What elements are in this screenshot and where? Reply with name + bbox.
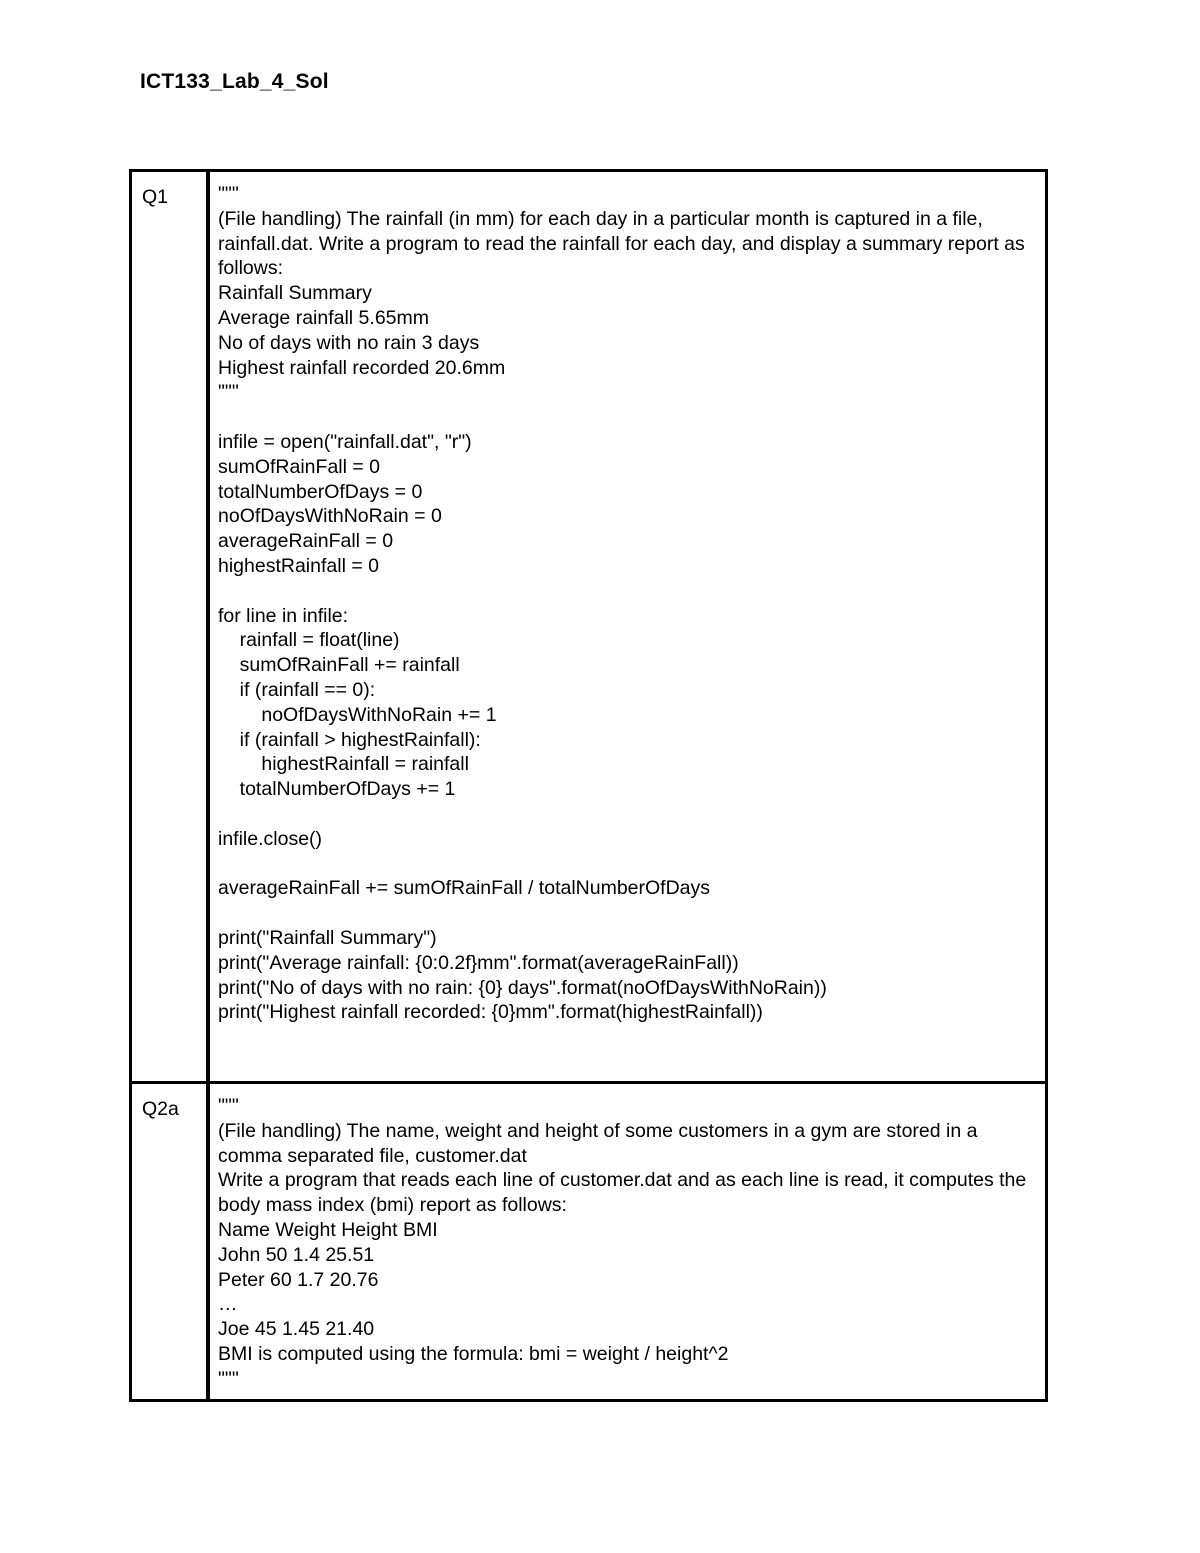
question-row-q2a (131, 1083, 1047, 1401)
question-label-cell (131, 1083, 209, 1401)
question-label-cell (131, 171, 209, 1083)
question-row-q1 (131, 171, 1047, 1083)
answer-cell (208, 171, 1047, 1083)
qa-table (129, 169, 1048, 1402)
question-label: Q1 (142, 186, 169, 208)
answer-cell (208, 1083, 1047, 1401)
question-label: Q2a (142, 1098, 179, 1120)
answer-text: """ (File handling) The rainfall (in mm) for each day in a particular month is captured in a file, rainfall.dat. Write a program to read the rainfall for each day, and display a summary report as follows: Rainfall Summary Average rainfall 5.65mm No of days with no rain 3 days Highest rainfall recorded 20.6mm """ infile = open("rainfall.dat", "r") sumOfRainFall = 0 totalNumberOfDays = 0 noOfDaysWithNoRain = 0 averageRainFall = 0 highestRainfall = 0 for line in infile: rainfall = float(line) sumOfRainFall += rainfall if (rainfall == 0): noOfDaysWithNoRain += 1 if (rainfall > highestRainfall): highestRainfall = rainfall totalNumberOfDays += 1 infile.close() averageRainFall += sumOfRainFall / totalNumberOfDays print("Rainfall Summary") print("Average rainfall: {0:0.2f}mm".format(averageRainFall)) print("No of days with no rain: {0} days".format(noOfDaysWithNoRain)) print("Highest rainfall recorded: {0}mm".format(highestRainfall)) (218, 183, 1025, 1024)
answer-text: """ (File handling) The name, weight and height of some customers in a gym are stored in a comma separated file, customer.dat Write a program that reads each line of customer.dat and as each line is read, it computes the body mass index (bmi) report as follows: Name Weight Height BMI John 50 1.4 25.51 Peter 60 1.7 20.76 … Joe 45 1.45 21.40 BMI is computed using the formula: bmi = weight / height^2 """ (218, 1095, 1027, 1390)
document-title: ICT133_Lab_4_Sol (140, 70, 329, 93)
